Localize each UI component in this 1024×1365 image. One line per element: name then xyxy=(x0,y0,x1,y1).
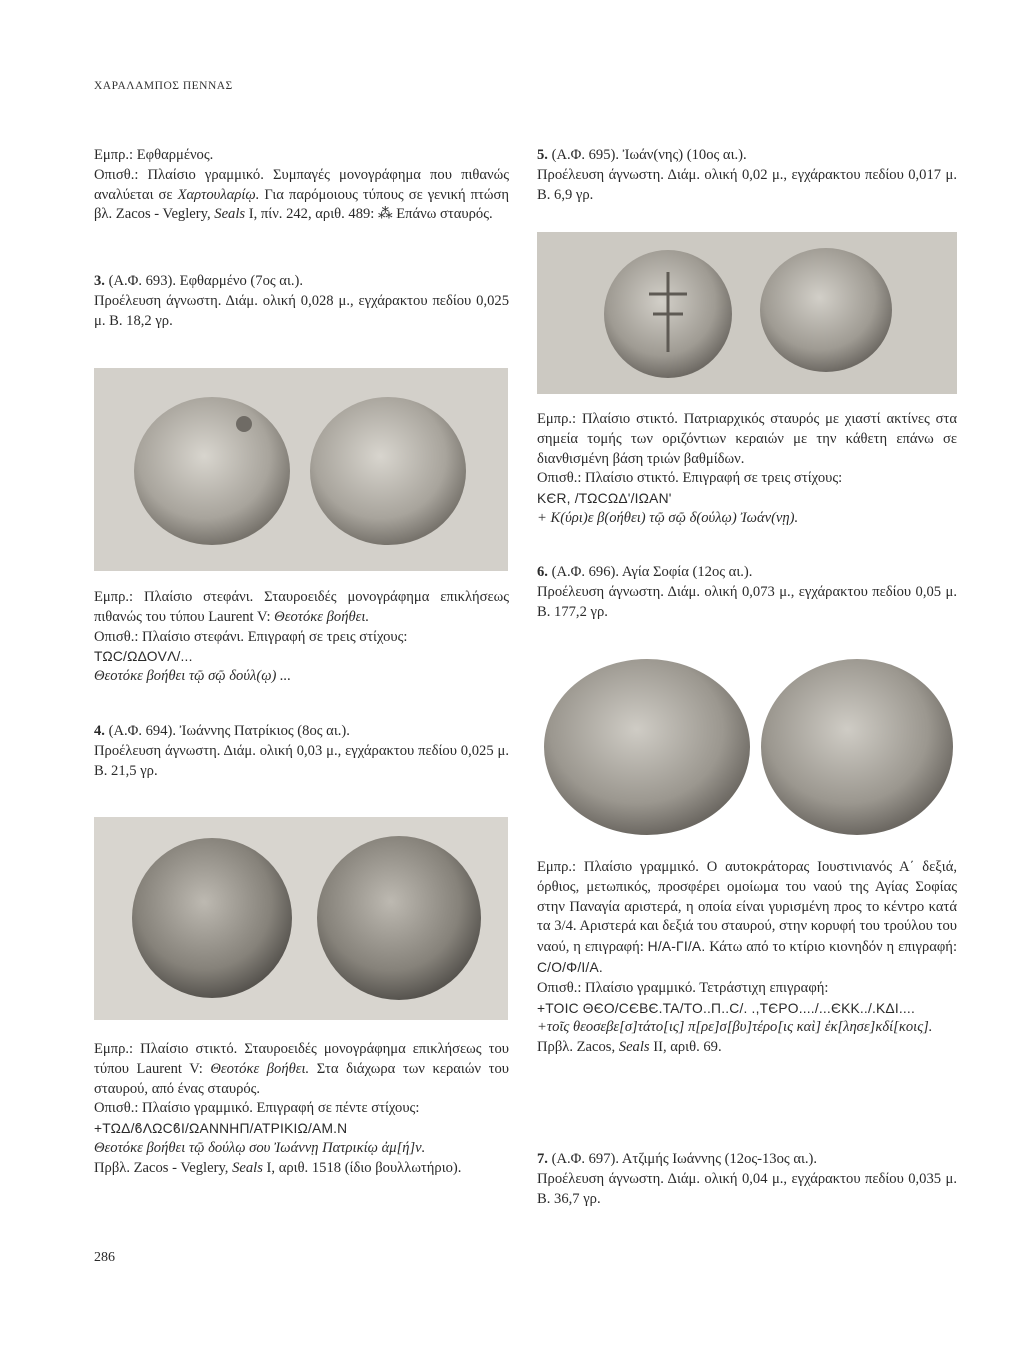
entry-5-body: Εμπρ.: Πλαίσιο στικτό. Πατριαρχικός σταυρός με χιαστί ακτίνες στα σημεία τομής των οριζόντιων κεραιών με την κάθετη επάνω σε διανθισμένη βάση τριών βαθμίδων. Οπισθ.: Πλαίσιο στικτό. Επιγραφή σε τρεις στίχους: ΚЄR, /ΤΩCΩΔ'/ΙΩΑΝ' + Κ(ύρι)ε β(οήθει) τῷ σῷ δ(ούλῳ) Ἰωάν(νῃ). xyxy=(537,410,957,529)
reading-5: + Κ(ύρι)ε β(οήθει) τῷ σῷ δ(ούλῳ) Ἰωάν(νῃ). xyxy=(537,509,799,526)
entry-6-header: 6. (Α.Φ. 696). Αγία Σοφία (12ος αι.). Προέλευση άγνωστη. Διάμ. ολική 0,073 μ., εγχάρακτου πεδίου 0,05 μ. Β. 177,2 γρ. xyxy=(537,564,957,620)
seal-6-photo xyxy=(537,655,957,837)
entry-7-header: 7. (Α.Φ. 697). Ατζιμής Ιωάννης (12ος-13ος αι.). Προέλευση άγνωστη. Διάμ. ολική 0,04 μ., εγχάρακτου πεδίου 0,035 μ. Β. 36,7 γρ. xyxy=(537,1151,957,1207)
entry-4-header: 4. (Α.Φ. 694). Ἰωάννης Πατρίκιος (8ος αι.). Προέλευση άγνωστη. Διάμ. ολική 0,03 μ., εγχάρακτου πεδίου 0,025 μ. Β. 21,5 γρ. xyxy=(94,723,509,779)
entry-3-header: 3. (Α.Φ. 693). Εφθαρμένο (7ος αι.). Προέλευση άγνωστη. Διάμ. ολική 0,028 μ., εγχάρακτου πεδίου 0,025 μ. Β. 18,2 γρ. xyxy=(94,273,509,329)
entry-4-body: Εμπρ.: Πλαίσιο στικτό. Σταυροειδές μονογράφημα επικλήσεως του τύπου Laurent V: Θεοτόκε βοήθει. Στα διάχωρα των κεραιών του σταυρού, από ένας σταυρός. Οπισθ.: Πλαίσιο γραμμικό. Επιγραφή σε πέντε στίχους: +ΤΩΔ/ϐΛΩCϐΙ/ΩΑΝΝΗΠ/ΑΤΡΙΚΙΩ/ΑΜ.Ν Θεοτόκε βοήθει τῷ δούλῳ σου Ἰωάννῃ Πατρικίῳ ἀμ[ή]ν. Πρβλ. Zacos - Veglery, Seals I, αριθ. 1518 (ίδιο βουλλωτήριο). xyxy=(94,1041,509,1176)
running-head: ΧΑΡΑΛΑΜΠΟΣ ΠΕΝΝΑΣ xyxy=(94,80,233,92)
inscription-3: ΤΩC/ΩΔΟVΛ/... xyxy=(94,649,193,665)
reading-6: +τοῖς θεοσεβε[σ]τάτο[ις] π[ρε]σ[βυ]τέρο[ις καὶ] ἐκ[λησε]κδί[κοις]. xyxy=(537,1019,933,1036)
entry-5-header: 5. (Α.Φ. 695). Ἰωάν(νης) (10ος αι.). Προέλευση άγνωστη. Διάμ. ολική 0,02 μ., εγχάρακτου πεδίου 0,017 μ. Β. 6,9 γρ. xyxy=(537,147,957,203)
inscription-4: +ΤΩΔ/ϐΛΩCϐΙ/ΩΑΝΝΗΠ/ΑΤΡΙΚΙΩ/ΑΜ.Ν xyxy=(94,1121,348,1137)
monogram-icon: ⁂ xyxy=(378,206,393,223)
inscription-5: ΚЄR, /ΤΩCΩΔ'/ΙΩΑΝ' xyxy=(537,491,672,507)
entry-2-continuation xyxy=(94,146,509,225)
intro-front: Εμπρ.: Εφθαρμένος. xyxy=(94,147,214,163)
reading-4: Θεοτόκε βοήθει τῷ δούλῳ σου Ἰωάννῃ Πατρικίῳ ἀμ[ή]ν. xyxy=(94,1139,426,1156)
seal-5-photo xyxy=(537,232,957,394)
intro-back: Οπισθ.: Πλαίσιο γραμμικό. Συμπαγές μονογράφημα που πιθανώς αναλύεται σε Χαρτουλαρίῳ. Για παρόμοιους τύπους σε γενική πτώση βλ. Zacos - Veglery, Seals I, πίν. 242, αριθ. 489: ⁂ Επάνω σταυρός. xyxy=(94,166,509,223)
entry-6-body: Εμπρ.: Πλαίσιο γραμμικό. Ο αυτοκράτορας Ιουστινιανός Α΄ δεξιά, όρθιος, μετωπικός, προσφέρει ομοίωμα του ναού της Αγίας Σοφίας στην Παναγία αριστερά, η οποία είναι γυρισμένη προς το κέντρο κατά τα 3/4. Αριστερά και δεξιά του σταυρού, στην κορυφή του τρούλου του ναού, η επιγραφή: Η/Α-ΓΙ/Α. Κάτω από το κτίριο κιονηδόν η επιγραφή: C/Ο/Φ/Ι/Α. Οπισθ.: Πλαίσιο γραμμικό. Τετράστιχη επιγραφή: +ΤΟΙC ΘЄΟ/CЄΒЄ.ΤΑ/ΤΟ..Π..C/. .,ΤЄΡΟ..../...ЄΚΚ../.ΚΔΙ.... +τοῖς θεοσεβε[σ]τάτο[ις] π[ρε]σ[βυ]τέρο[ις καὶ] ἐκ[λησε]κδί[κοις]. Πρβλ. Zacos, Seals II, αριθ. 69. xyxy=(537,859,957,1056)
inscription-6: +ΤΟΙC ΘЄΟ/CЄΒЄ.ΤΑ/ΤΟ..Π..C/. .,ΤЄΡΟ..../...ЄΚΚ../.ΚΔΙ.... xyxy=(537,1000,916,1016)
page-number: 286 xyxy=(94,1250,115,1265)
seal-3-photo xyxy=(94,368,508,571)
seal-4-photo xyxy=(94,817,508,1020)
reading-3: Θεοτόκε βοήθει τῷ σῷ δούλ(ῳ) ... xyxy=(94,668,291,685)
entry-3-body: Εμπρ.: Πλαίσιο στεφάνι. Σταυροειδές μονογράφημα επικλήσεως πιθανώς του τύπου Laurent V: Θεοτόκε βοήθει. Οπισθ.: Πλαίσιο στεφάνι. Επιγραφή σε τρεις στίχους: ΤΩC/ΩΔΟVΛ/... Θεοτόκε βοήθει τῷ σῷ δούλ(ῳ) ... xyxy=(94,588,509,687)
